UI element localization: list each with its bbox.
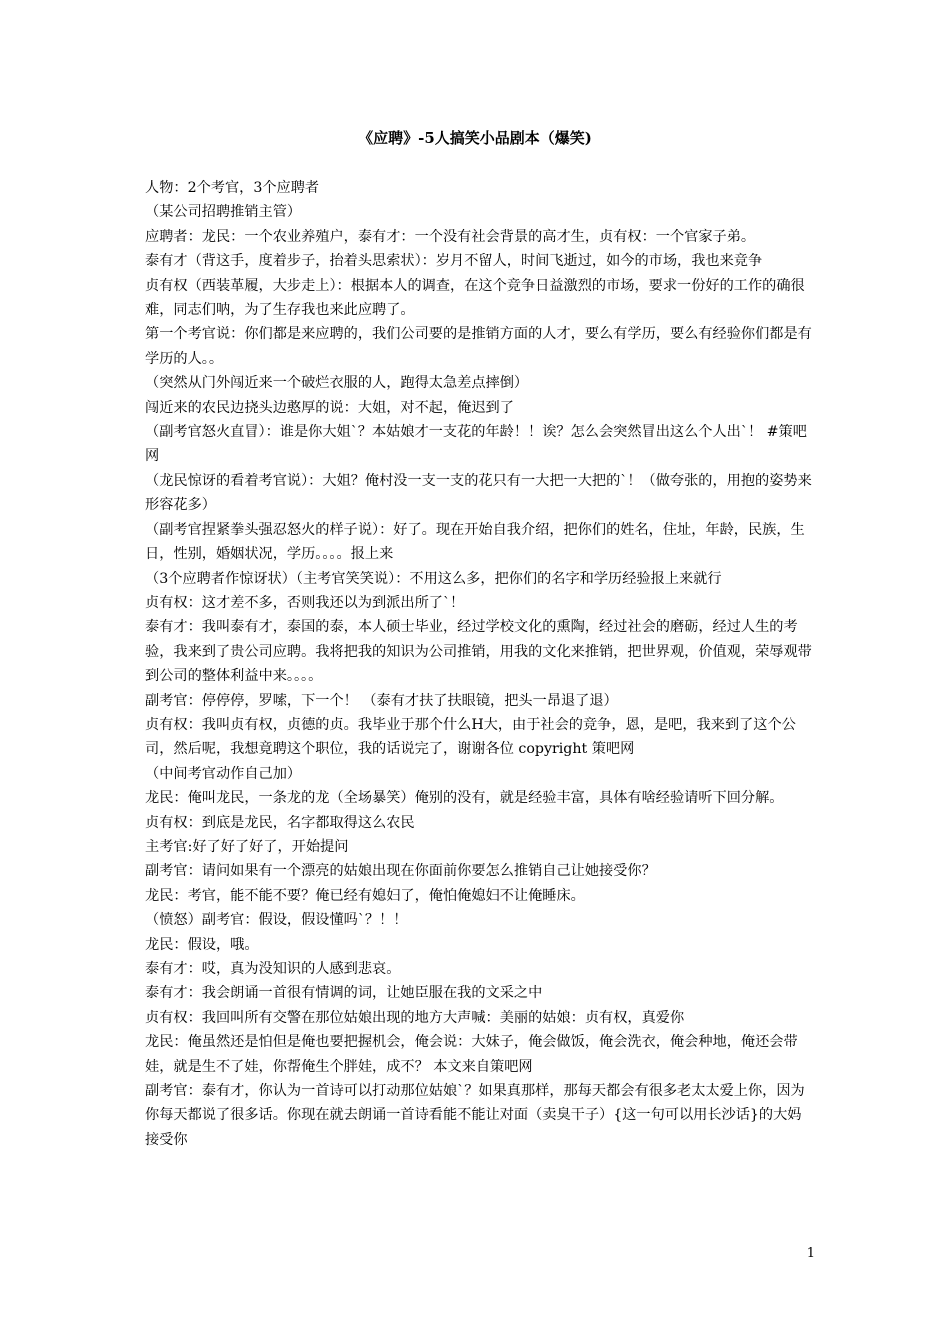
paragraph: 龙民：假设，哦。	[145, 936, 259, 953]
paragraph: 人物：2个考官，3个应聘者	[145, 180, 320, 196]
paragraph: 贞有权：我叫贞有权，贞德的贞。我毕业于那个什么H大，由于社会的竞争，恩，是吧，我来到了这个公司，然后呢，我想竟聘这个职位，我的话说完了，谢谢各位 copyright 策吧网	[145, 716, 796, 758]
paragraph: 龙民：俺叫龙民，一条龙的龙（全场暴笑）俺别的没有，就是经验丰富，具体有啥经验请听下回分解。	[145, 790, 784, 807]
paragraph: 泰有才：哎，真为没知识的人感到悲哀。	[145, 961, 401, 977]
document-title: 《应聘》-5人搞笑小品剧本（爆笑)	[358, 129, 592, 147]
paragraph: 主考官:好了好了好了，开始提问	[145, 838, 349, 855]
paragraph: 贞有权（西装革履，大步走上）：根据本人的调查，在这个竞争日益激烈的市场，要求一份好的工作的确很难，同志们呐，为了生存我也来此应聘了。	[145, 277, 805, 319]
paragraph: （中间考官动作自己加）	[145, 765, 302, 782]
paragraph: 泰有才（背这手，度着步子，抬着头思索状）：岁月不留人，时间飞逝过，如今的市场，我也来竞争	[145, 253, 763, 270]
paragraph: 龙民：俺虽然还是怕但是俺也要把握机会，俺会说：大妹子，俺会做饭，俺会洗衣，俺会种地，俺还会带娃，就是生不了娃，你帮俺生个胖娃，成不？ 本文来自策吧网	[145, 1034, 798, 1075]
page-number: 1	[806, 1246, 815, 1261]
paragraph: 贞有权：到底是龙民，名字都取得这么农民	[145, 814, 415, 831]
paragraph: 副考官：泰有才，你认为一首诗可以打动那位姑娘`？如果真那样，那每天都会有很多老太太爱上你，因为你每天都说了很多话。你现在就去朗诵一首诗看能不能让对面（卖臭干子）{这一句可以用长沙话}的大妈接受你	[145, 1083, 805, 1148]
paragraph: 贞有权：这才差不多，否则我还以为到派出所了`！	[145, 594, 465, 611]
paragraph: 贞有权：我回叫所有交警在那位姑娘出现的地方大声喊：美丽的姑娘：贞有权，真爱你	[145, 1009, 685, 1026]
paragraph: 泰有才：我叫泰有才，泰国的泰，本人硕士毕业，经过学校文化的熏陶，经过社会的磨砺，经过人生的考验，我来到了贵公司应聘。我将把我的知识为公司推销，用我的文化来推销，把世界观，价值观，荣辱观带到公司的整体利益中来。。。。	[145, 619, 812, 685]
paragraph: 第一个考官说：你们都是来应聘的，我们公司要的是推销方面的人才，要么有学历，要么有经验你们都是有学历的人。。	[145, 326, 812, 367]
paragraph: 泰有才：我会朗诵一首很有情调的词，让她臣服在我的文采之中	[145, 985, 543, 1002]
paragraph: 龙民：考官，能不能不要？俺已经有媳妇了，俺怕俺媳妇不让俺睡床。	[145, 887, 585, 904]
paragraph: 副考官：请问如果有一个漂亮的姑娘出现在你面前你要怎么推销自己让她接受你？	[145, 863, 656, 880]
paragraph: （龙民惊讶的看着考官说）：大姐？俺村没一支一支的花只有一大把一大把的`！（做夸张的，用抱的姿势来形容花多）	[145, 472, 812, 514]
document-body	[145, 176, 815, 1152]
paragraph: 闯近来的农民边挠头边憨厚的说：大姐，对不起，俺迟到了	[145, 399, 514, 416]
paragraph: 副考官：停停停，罗嗦，下一个！ （泰有才扶了扶眼镜，把头一昂退了退）	[145, 692, 618, 709]
paragraph: （突然从门外闯近来一个破烂衣服的人，跑得太急差点摔倒）	[145, 375, 529, 392]
paragraph: （某公司招聘推销主管）	[145, 204, 302, 221]
paragraph: （副考官怒火直冒）：谁是你大姐`？本姑娘才一支花的年龄！！诶？怎么会突然冒出这么个人出`！ #策吧网	[145, 424, 807, 465]
paragraph: 应聘者：龙民：一个农业养殖户，泰有才：一个没有社会背景的高才生，贞有权：一个官家子弟。	[145, 228, 756, 245]
paragraph: （3个应聘者作惊讶状）（主考官笑笑说）：不用这么多，把你们的名字和学历经验报上来就行	[145, 570, 722, 587]
paragraph: （副考官捏紧拳头强忍怒火的样子说）：好了。现在开始自我介绍，把你们的姓名，住址，年龄，民族，生日，性别，婚姻状况，学历。。。。报上来	[145, 521, 805, 563]
paragraph: （愤怒）副考官：假设，假设懂吗`？！！	[145, 912, 408, 929]
